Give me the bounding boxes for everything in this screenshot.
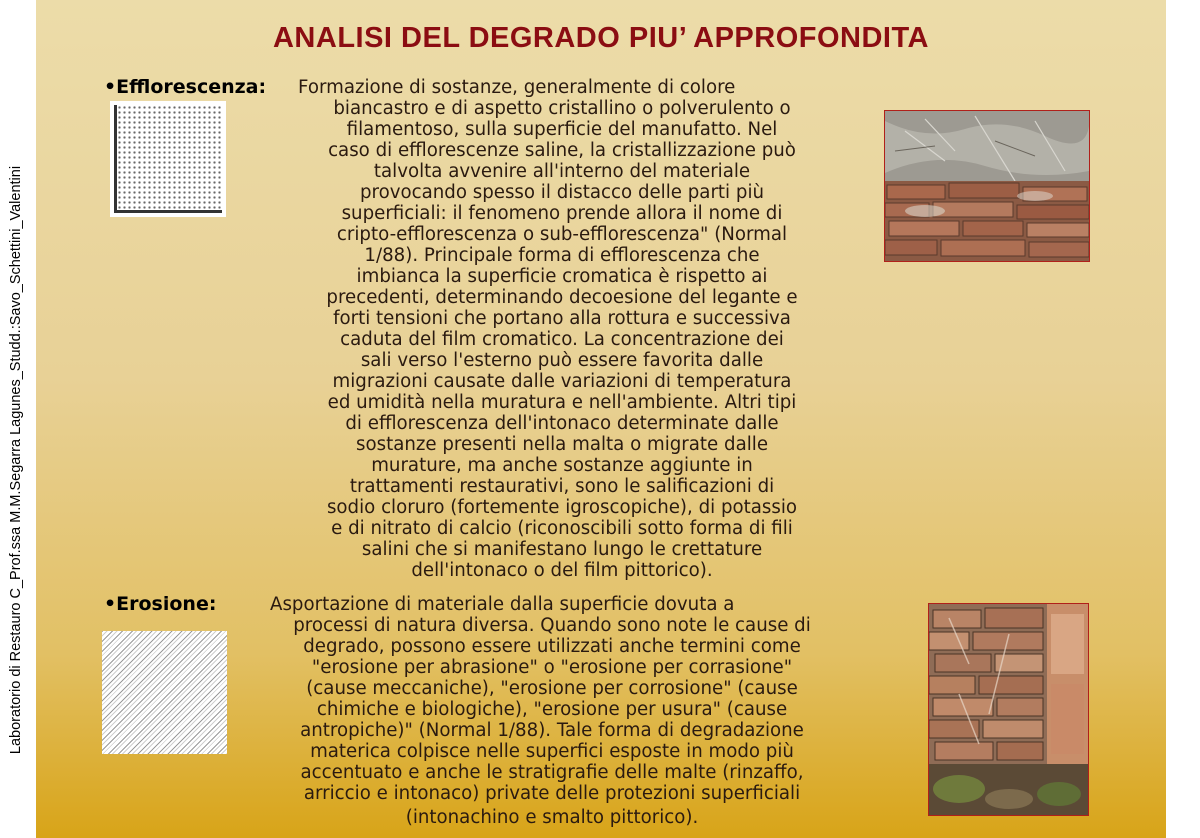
erosione-term: •Erosione:: [104, 593, 217, 615]
slide: [36, 0, 1166, 838]
text-line: salini che si manifestano lungo le crettature: [361, 539, 763, 560]
text-line: accentuato e anche le stratigrafie delle malte (rinzaffo,: [300, 762, 804, 783]
text-line: 1/88). Principale forma di efflorescenza che: [364, 245, 760, 266]
text-line: forti tensioni che portano alla rottura e successiva: [333, 308, 791, 329]
efflorescenza-text: [276, 77, 848, 581]
text-line: "erosione per abrasione" o "erosione per corrasione": [311, 657, 793, 678]
text-line: imbianca la superficie cromatica è rispetto ai: [356, 266, 768, 287]
text-line: precedenti, determinando decoesione del legante e: [326, 287, 798, 308]
text-line: di efflorescenza dell'intonaco determinate dalle: [345, 413, 779, 434]
erosion-photo: [928, 603, 1089, 816]
text-line: murature, ma anche sostanze aggiunte in: [371, 455, 753, 476]
text-line: superficiali: il fenomeno prende allora il nome di: [341, 203, 783, 224]
text-line: caso di efflorescenze saline, la cristallizzazione può: [328, 140, 796, 161]
text-line: sali verso l'esterno può essere favorita dalle: [360, 350, 764, 371]
text-line: filamentoso, sulla superficie del manufatto. Nel: [346, 119, 778, 140]
page-title: ANALISI DEL DEGRADO PIU’ APPROFONDITA: [272, 22, 929, 54]
side-margin: [0, 0, 36, 838]
text-line: Asportazione di materiale dalla superficie dovuta a: [270, 594, 735, 615]
text-line: antropiche)" (Normal 1/88). Tale forma di degradazione: [300, 720, 804, 741]
text-line: talvolta avvenire all'interno del materiale: [373, 161, 751, 182]
stipple-pattern-icon: [110, 101, 226, 217]
text-line: sodio cloruro (fortemente igroscopiche), di potassio: [326, 497, 798, 518]
efflorescence-photo: [884, 110, 1090, 262]
text-line: sostanze presenti nella malta o migrate dalle: [355, 434, 769, 455]
text-line: materica colpisce nelle superfici esposte in modo più: [310, 741, 794, 762]
text-line: degrado, possono essere utilizzati anche termini come: [303, 636, 801, 657]
text-line: e di nitrato di calcio (riconoscibili sotto forma di fili: [331, 518, 793, 539]
text-line: dell'intonaco o del film pittorico).: [411, 560, 713, 581]
text-line: caduta del film cromatico. La concentrazione dei: [340, 329, 784, 350]
right-margin: [1166, 0, 1200, 838]
text-line: ed umidità nella muratura e nell'ambiente. Altri tipi: [327, 392, 797, 413]
erosione-text: [234, 594, 870, 828]
text-line: (intonachino e smalto pittorico).: [405, 807, 699, 828]
hatch-pattern-icon: [102, 631, 227, 754]
text-line: provocando spesso il distacco delle parti più: [359, 182, 765, 203]
text-line: processi di natura diversa. Quando sono note le cause di: [293, 615, 811, 636]
side-caption: Laboratorio di Restauro C_Prof.ssa M.M.Segarra Lagunes_Studd.:Savo_Schettini_Valentini: [8, 165, 24, 755]
text-line: trattamenti restaurativi, sono le salificazioni di: [349, 476, 775, 497]
text-line: migrazioni causate dalle variazioni di temperatura: [332, 371, 792, 392]
text-line: cripto-efflorescenza o sub-efflorescenza" (Normal: [336, 224, 788, 245]
text-line: arriccio e intonaco) private delle protezioni superficiali: [303, 783, 801, 804]
text-line: biancastro e di aspetto cristallino o polverulento o: [333, 98, 791, 119]
efflorescenza-term: •Efflorescenza:: [104, 76, 267, 98]
text-line: chimiche e biologiche), "erosione per usura" (cause: [316, 699, 788, 720]
text-line: (cause meccaniche), "erosione per corrosione" (cause: [306, 678, 798, 699]
text-line: Formazione di sostanze, generalmente di colore: [298, 77, 736, 98]
